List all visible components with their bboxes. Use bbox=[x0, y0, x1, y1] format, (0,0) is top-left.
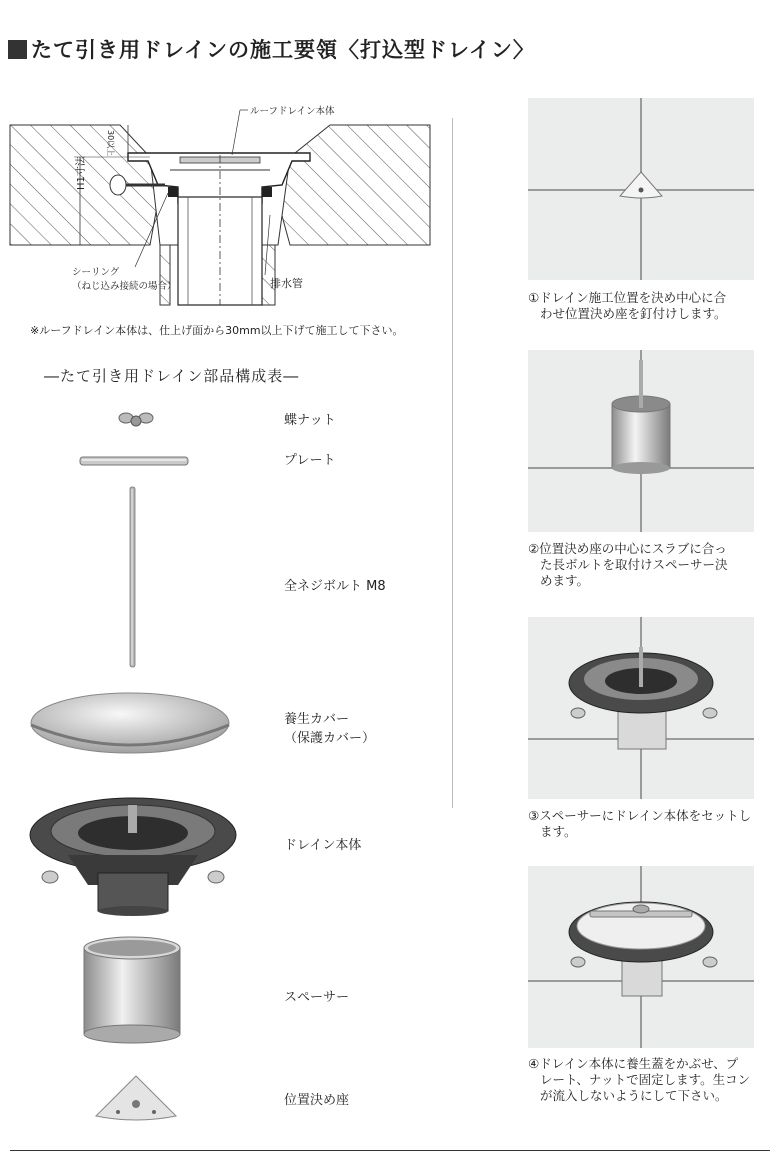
parts-table-title: ―たて引き用ドレイン部品構成表― bbox=[44, 367, 300, 385]
part-label-wing-nut: 蝶ナット bbox=[284, 413, 336, 428]
page-title: たて引き用ドレインの施工要領〈打込型ドレイン〉 bbox=[8, 34, 535, 64]
part-label-cover: 養生カバー bbox=[284, 712, 350, 727]
cover-image bbox=[30, 690, 230, 760]
bolt-image bbox=[128, 487, 138, 667]
wing-nut-image bbox=[118, 408, 154, 430]
label-sealing-note: （ねじ込み接続の場合） bbox=[72, 281, 177, 292]
step3-photo bbox=[528, 617, 754, 799]
drain-body-image bbox=[28, 795, 238, 915]
positioning-seat-image bbox=[94, 1074, 178, 1122]
bottom-rule bbox=[10, 1150, 770, 1151]
diagram-note: ※ルーフドレイン本体は、仕上げ面から30mm以上下げて施工して下さい。 bbox=[30, 324, 404, 337]
step3-caption: ③スペーサーにドレイン本体をセットし ます。 bbox=[528, 808, 752, 839]
part-label-positioning-seat: 位置決め座 bbox=[284, 1093, 350, 1108]
label-drain-body: ルーフドレイン本体 bbox=[250, 106, 335, 117]
part-label-drain-body: ドレイン本体 bbox=[284, 838, 362, 853]
step1-caption: ①ドレイン施工位置を決め中心に合 わせ位置決め座を釘付けします。 bbox=[528, 290, 727, 321]
title-square-icon bbox=[8, 40, 27, 59]
label-pipe: 排水管 bbox=[270, 277, 303, 290]
column-divider bbox=[452, 118, 453, 808]
part-label-plate: プレート bbox=[284, 453, 336, 468]
part-sublabel-cover: （保護カバー） bbox=[284, 731, 376, 746]
section-diagram bbox=[0, 95, 440, 315]
step1-photo bbox=[528, 98, 754, 280]
spacer-image bbox=[82, 936, 182, 1044]
label-dim-30: 30以上 bbox=[106, 130, 115, 157]
part-label-bolt: 全ネジボルト M8 bbox=[284, 579, 386, 594]
step4-caption: ④ドレイン本体に養生蓋をかぶせ、プ レート、ナットで固定します。生コン が流入しないようにして下さい。 bbox=[528, 1056, 751, 1103]
step2-photo bbox=[528, 350, 754, 532]
part-label-spacer: スペーサー bbox=[284, 990, 350, 1005]
label-h1: H1寸法 bbox=[76, 156, 87, 190]
label-sealing: シーリング bbox=[72, 267, 120, 278]
step4-photo bbox=[528, 866, 754, 1048]
step2-caption: ②位置決め座の中心にスラブに合っ た長ボルトを取付けスペーサー決 めます。 bbox=[528, 541, 728, 588]
plate-image bbox=[80, 454, 188, 468]
